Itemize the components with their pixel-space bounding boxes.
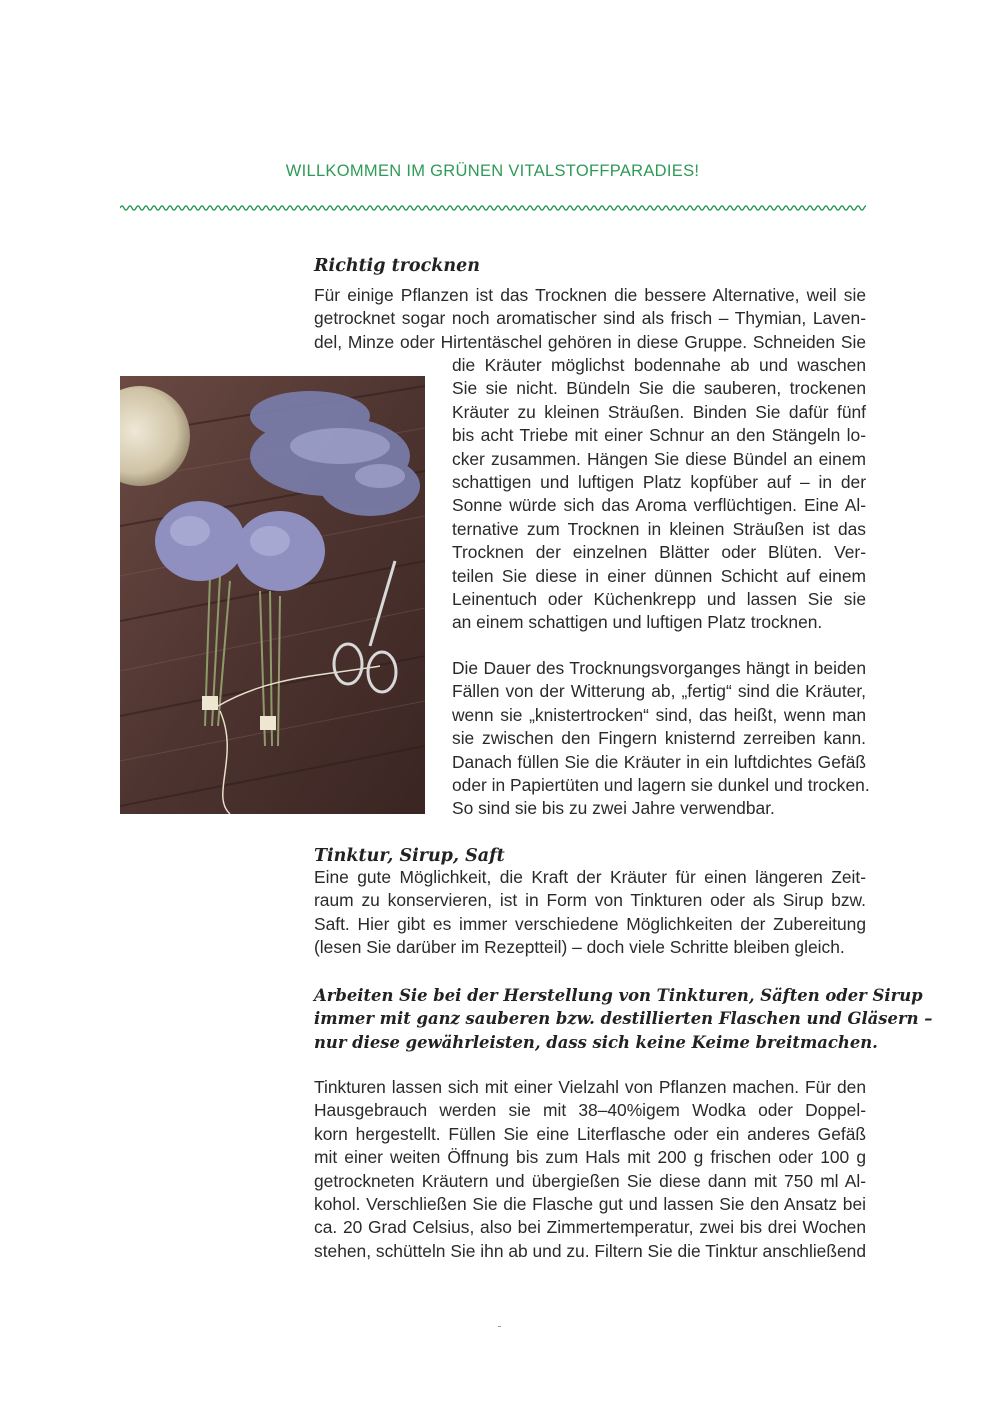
text-line: Arbeiten Sie bei der Herstellung von Tinkturen, Säften oder Sirup bbox=[314, 986, 923, 1005]
text-line: wenn sie „knistertrocken“ sind, das heißt, wenn man bbox=[452, 704, 866, 725]
text-line: Die Dauer des Trocknungsvorganges hängt in beiden bbox=[452, 658, 866, 678]
text-line: Leinentuch oder Küchenkrepp und lassen Sie sie bbox=[452, 588, 866, 609]
text-line: die Kräuter möglichst bodennahe ab und waschen bbox=[452, 355, 866, 375]
text-line: bis acht Triebe mit einer Schnur an den Stängeln lo- bbox=[452, 425, 866, 446]
section-heading-drying: Richtig trocknen bbox=[314, 256, 480, 276]
text-line: Für einige Pflanzen ist das Trocknen die bessere Alternative, weil sie bbox=[314, 285, 866, 305]
text-line: nur diese gewährleisten, dass sich keine Keime breitmachen. bbox=[314, 1032, 878, 1052]
page-marker bbox=[498, 1326, 501, 1327]
text-line: teilen Sie diese in einer dünnen Schicht auf einem bbox=[452, 565, 866, 586]
text-line: Tinkturen lassen sich mit einer Vielzahl von Pflanzen machen. Für den bbox=[314, 1077, 866, 1097]
text-line: Sonne würde sich das Aroma verflüchtigen. Eine Al- bbox=[452, 495, 866, 516]
text-line: Sie sie nicht. Bündeln Sie die sauberen, trockenen bbox=[452, 378, 866, 399]
text-line: kohol. Verschließen Sie die Flasche gut und lassen Sie den Ansatz bei bbox=[314, 1193, 866, 1214]
text-line: Fällen von der Witterung ab, „fertig“ sind die Kräuter, bbox=[452, 681, 866, 702]
text-line: getrockneten Kräutern und übergießen Sie diese dann mit 750 ml Al- bbox=[314, 1170, 866, 1191]
text-line: cker zusammen. Hängen Sie diese Bündel an einem bbox=[452, 448, 866, 469]
text-line: immer mit ganz sauberen bzw. destillierten Flaschen und Gläsern – bbox=[314, 1009, 933, 1029]
text-line: ca. 20 Grad Celsius, also bei Zimmertemperatur, zwei bis drei Wochen bbox=[314, 1217, 866, 1238]
text-line: Trocknen der einzelnen Blätter oder Blüten. Ver- bbox=[452, 542, 866, 563]
text-line: del, Minze oder Hirtentäschel gehören in diese Gruppe. Schneiden Sie bbox=[314, 331, 866, 352]
drying-paragraph bbox=[452, 354, 866, 635]
text-line: Kräuter zu kleinen Sträußen. Binden Sie dafür fünf bbox=[452, 401, 866, 422]
text-line: (lesen Sie darüber im Rezeptteil) – doch viele Schritte bleiben gleich. bbox=[314, 937, 845, 958]
wavy-divider bbox=[120, 202, 866, 214]
lavender-photo bbox=[120, 376, 425, 814]
text-line: So sind sie bis zu zwei Jahre verwendbar. bbox=[452, 798, 775, 819]
text-line: ternative zum Trocknen in kleinen Sträußen ist das bbox=[452, 518, 866, 539]
text-line: an einem schattigen und luftigen Platz trocknen. bbox=[452, 612, 823, 633]
text-line: korn hergestellt. Füllen Sie eine Literflasche oder ein anderes Gefäß bbox=[314, 1123, 866, 1144]
text-line: oder in Papiertüten und lagern sie dunkel und trocken. bbox=[452, 774, 870, 795]
text-line: raum zu konservieren, ist in Form von Tinkturen oder als Sirup bzw. bbox=[314, 890, 866, 911]
intro-paragraph bbox=[314, 284, 866, 354]
text-line: stehen, schütteln Sie ihn ab und zu. Filtern Sie die Tinktur anschließend bbox=[314, 1240, 866, 1261]
section-heading-tincture: Tinktur, Sirup, Saft bbox=[314, 846, 505, 866]
text-line: Eine gute Möglichkeit, die Kraft der Kräuter für einen längeren Zeit- bbox=[314, 867, 866, 887]
page-header-title: WILLKOMMEN IM GRÜNEN VITALSTOFFPARADIES! bbox=[285, 162, 700, 180]
duration-paragraph bbox=[452, 657, 870, 821]
text-line: mit einer weiten Öffnung bis zum Hals mit 200 g frischen oder 100 g bbox=[314, 1147, 866, 1168]
hygiene-callout bbox=[314, 984, 933, 1054]
tincture-instructions-paragraph bbox=[314, 1076, 866, 1263]
tincture-intro-paragraph bbox=[314, 866, 866, 960]
text-line: Saft. Hier gibt es immer verschiedene Möglichkeiten der Zubereitung bbox=[314, 913, 866, 934]
text-line: getrocknet sogar noch aromatischer sind als frisch – Thymian, Laven- bbox=[314, 308, 866, 329]
text-line: Danach füllen Sie die Kräuter in ein luftdichtes Gefäß bbox=[452, 751, 866, 772]
text-line: Hausgebrauch werden sie mit 38–40%igem Wodka oder Doppel- bbox=[314, 1100, 866, 1121]
text-line: sie zwischen den Fingern knisternd zerreiben kann. bbox=[452, 728, 866, 749]
text-line: schattigen und luftigen Platz kopfüber auf – in der bbox=[452, 471, 866, 492]
